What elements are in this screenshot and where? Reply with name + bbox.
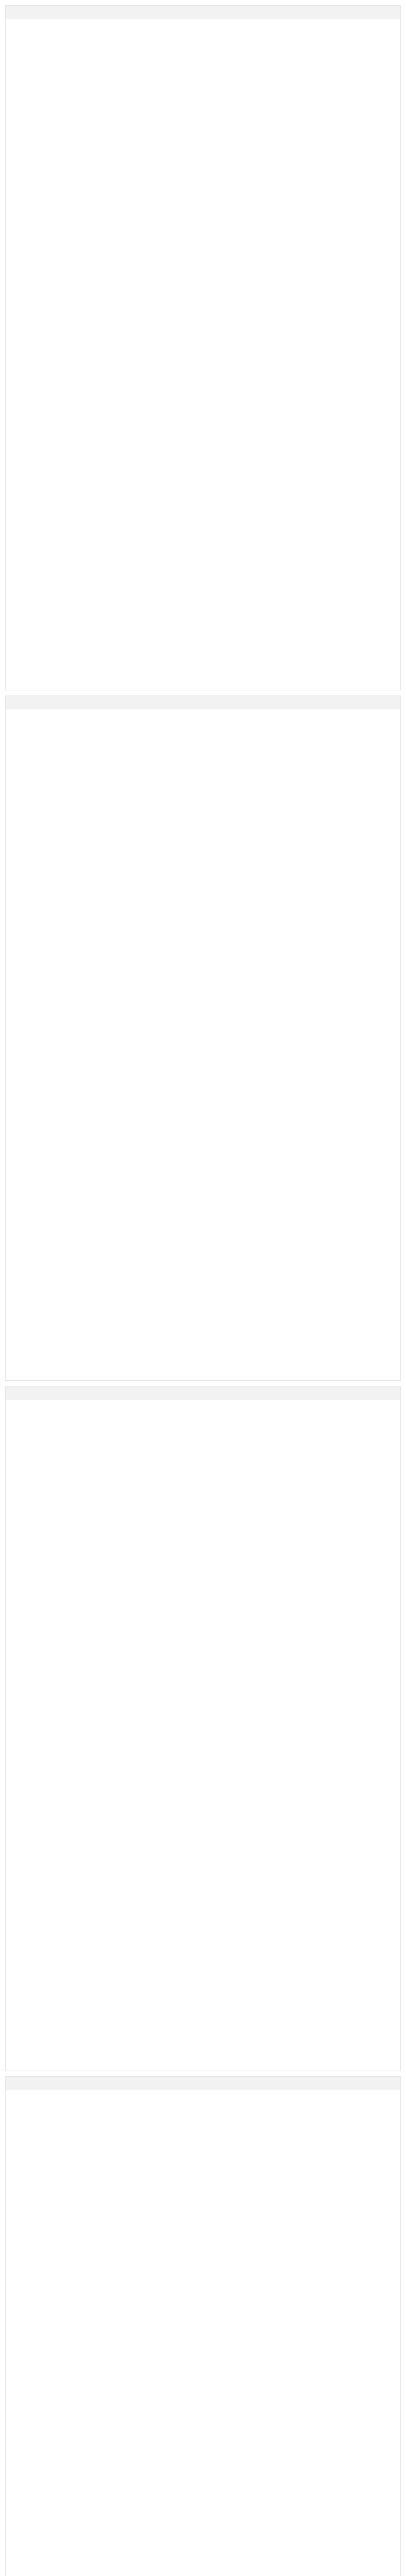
page-text — [18, 715, 388, 1362]
page-text — [18, 24, 388, 671]
page-header-strip — [6, 2077, 400, 2090]
exam-page-1 — [5, 5, 401, 690]
page-text — [18, 1405, 388, 2052]
page-header-strip — [6, 1386, 400, 1400]
exam-page-3 — [5, 1386, 401, 2071]
page-text — [18, 2095, 388, 2576]
exam-page-4 — [5, 2076, 401, 2576]
exam-page-2 — [5, 696, 401, 1381]
page-header-strip — [6, 696, 400, 709]
page-header-strip — [6, 6, 400, 19]
